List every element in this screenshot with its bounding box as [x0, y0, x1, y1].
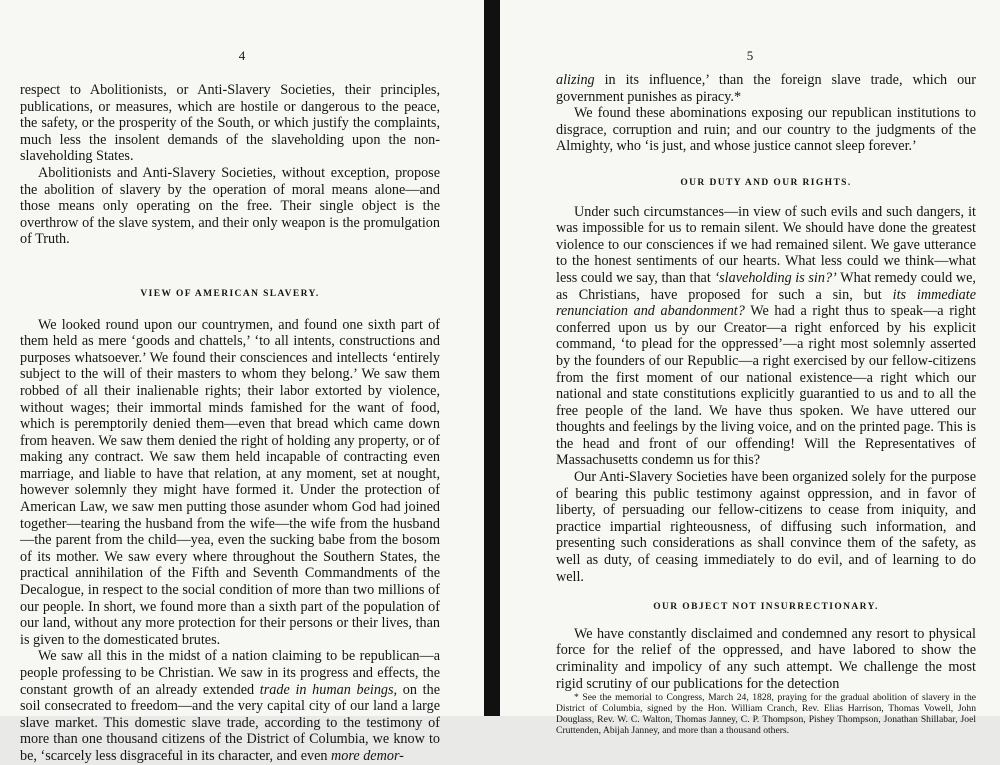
right-paragraph-1-emphasis: alizing — [556, 72, 595, 88]
right-paragraph-3-part-b: What remedy could we, as Christians, have proposed for such a sin, but — [556, 269, 976, 303]
left-paragraph-4 — [20, 648, 440, 764]
right-paragraph-5: We have constantly disclaimed and condemned any resort to physical force for the relief of the oppressed, and have labored to show the criminality and impolicy of any such attempt. We challenge the most rigid scrutiny of our publications for the detection — [556, 625, 976, 692]
right-paragraph-1 — [556, 72, 976, 105]
left-paragraph-2: Abolitionists and Anti-Slavery Societies, without exception, propose the abolition of slavery by the operation of moral means alone—and those means only operating on the free. Their single object is the overthrow of the slave system, and their only weapon is the promulgation of Truth. — [20, 164, 440, 248]
heading-view-of-american-slavery: VIEW OF AMERICAN SLAVERY. — [140, 288, 320, 299]
left-paragraph-4-emphasis-2: more demor- — [331, 747, 404, 764]
left-page-text — [20, 82, 440, 765]
left-paragraph-4-part-b: on the soil consecrated to freedom—and the very capital city of our land a large slave market. This domestic slave trade, according to the testimony of more than one thousand citizens of the District of Columbia, we know to be, ‘scarcely less disgraceful in its character, and even — [20, 681, 440, 764]
right-paragraph-3 — [556, 204, 976, 470]
footnote: * See the memorial to Congress, March 24, 1828, praying for the gradual abolition of slavery in the District of Columbia, signed by the Hon. William Cranch, Rev. Elias Harrison, Thomas Vowell, John Douglass, Rev. W. C. Walton, Thomas Janney, C. P. Thompson, Pishey Thompson, Jonathan Shillabar, Joel Cruttenden, Abijah Janney, and more than a thousand others. — [556, 692, 976, 737]
left-paragraph-4-part-a: We saw all this in the midst of a nation claiming to be republican—a people professing to be Christian. We saw in its progress and effects, the constant growth of an already extended — [20, 648, 440, 698]
right-paragraph-3-emphasis-2: its immediate renunciation and abandonment? — [556, 286, 976, 320]
right-page — [500, 0, 1000, 737]
left-page — [0, 0, 484, 764]
left-paragraph-1: respect to Abolitionists, or Anti-Slavery Societies, their principles, publications, or measures, which are hostile or dangerous to the peace, the safety, or the prosperity of the South, or which justify the complaints, much less the insolent demands of the slaveholding upon the non-slaveholding States. — [20, 82, 440, 165]
page-gutter — [484, 0, 500, 716]
heading-our-object-not-insurrectionary: OUR OBJECT NOT INSURRECTIONARY. — [653, 602, 879, 613]
page-number-left: 4 — [238, 48, 246, 63]
right-paragraph-1-text: in its influence,’ than the foreign slave trade, which our government punishes as piracy.* — [556, 72, 976, 105]
right-page-text — [556, 72, 976, 736]
heading-our-duty-and-our-rights: OUR DUTY AND OUR RIGHTS. — [680, 177, 852, 188]
right-paragraph-4: Our Anti-Slavery Societies have been organized solely for the purpose of bearing this public testimony against oppression, and in favor of liberty, of persuading our fellow-citizens to cease from iniquity, and practice impartial righteousness, of diffusing such information, and presenting such considerations as shall convince them of the safety, as well as duty, of ceasing immediately to do evil, and of learning to do well. — [556, 469, 976, 585]
left-paragraph-3: We looked round upon our countrymen, and found one sixth part of them held as mere ‘goods and chattels,’ ‘to all intents, constructions and purposes whatsoever.’ We found their consciences and intellects ‘entirely subject to the will of their masters to whom they belong.’ We saw them robbed of all their inalienable rights; their labor extorted by violence, without wages; their immortal minds famished for the want of food, which is peremptorily denied them—even that bread which came down from heaven. We saw them denied the right of holding any property, or of making any contract. We saw them held incapable of contracting even marriage, and liable to have that relation, at any moment, set at nought, however solemnly they might have formed it. Under the protection of American Law, we saw men putting those asunder whom God had joined together—tearing the husband from the wife—the wife from the husband—the parent from the child—yea, even the sucking babe from the bosom of its mother. We saw every where throughout the Southern States, the practical annihilation of the Fifth and Seventh Commandments of the Decalogue, in respect to the social condition of more than two millions of our people. In short, we found more than a sixth part of the population of our land, without any more protection for their persons or their lives, than is given to the domesticated brutes. — [20, 316, 440, 648]
page-number-right: 5 — [746, 48, 754, 63]
left-paragraph-4-emphasis: trade in human beings, — [259, 681, 398, 698]
right-paragraph-2: We found these abominations exposing our republican institutions to disgrace, corruption and ruin; and our country to the judgments of the Almighty, who ‘is just, and whose justice cannot sleep forever.’ — [556, 105, 976, 155]
right-paragraph-3-part-a: Under such circumstances—in view of such evils and such dangers, it was impossible for us to remain silent. We should have done the greatest violence to our consciences if we had remained silent. We gave utterance to the honest sentiments of our hearts. What less could we think—what less could we say, than that — [556, 203, 976, 286]
right-paragraph-3-part-c: We had a right thus to speak—a right conferred upon us by our Creator—a right enforced by his explicit command, ‘to plead for the oppressed’—a right most solemnly asserted by the founders of our Republic—a right exercised by our fellow-citizens from the first moment of our national existence—a right which our national and state constitutions explicitly guarantied to us and to all the free people of the land. We have thus spoken. We have uttered our thoughts and feelings by the living voice, and on the printed page. This is the head and front of our offending! Will the Representatives of Massachusetts condemn us for this? — [556, 303, 976, 469]
right-paragraph-3-emphasis-1: ‘slaveholding is sin?’ — [714, 269, 837, 286]
